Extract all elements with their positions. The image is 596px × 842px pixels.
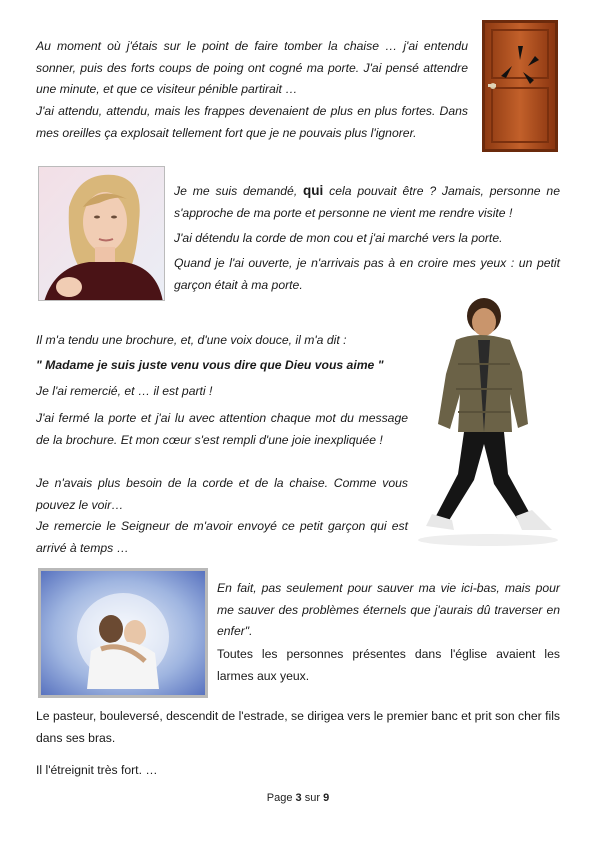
door-illustration [482,20,558,152]
paragraph-thank-lord: Je remercie le Seigneur de m'avoir envoyé ce petit garçon qui est arrivé à temps … [36,519,408,555]
paragraph-door-open: Quand je l'ai ouverte, je n'arrivais pas à en croire mes yeux : un petit garçon était à ma porte. [174,256,560,292]
paragraph-knocking: Au moment où j'étais sur le point de faire tomber la chaise … j'ai entendu sonner, puis des forts coups de poing ont cogné ma porte. J'ai pensé attendre une minute, et que ce visiteur pénible partirait … [36,39,468,96]
paragraph-brochure: Il m'a tendu une brochure, et, d'une voix douce, il m'a dit : [36,333,347,347]
paragraph-waiting: J'ai attendu, attendu, mais les frappes devenaient de plus en plus fortes. Dans mes oreilles ça explosait tellement fort que je ne pouvais plus l'ignorer. [36,104,468,140]
paragraph-tears: Toutes les personnes présentes dans l'église avaient les larmes aux yeux. [217,647,560,683]
woman-portrait-image [38,166,165,301]
paragraph-eternal: En fait, pas seulement pour sauver ma vie ici-bas, mais pour me sauver des problèmes éternels que j'aurais dû traverser en enfer". [217,581,560,638]
paragraph-who-emphasis: qui [303,183,324,198]
paragraph-hug: Il l'étreignit très fort. … [36,763,158,777]
footer-prefix: Page [266,792,296,804]
paragraph-rope: J'ai détendu la corde de mon cou et j'ai marché vers la porte. [174,231,503,245]
paragraph-who-after: cela pouvait être ? Jamais, personne ne s'approche de ma porte et personne ne vient me rendre visite ! [174,184,560,220]
embrace-painting-image [38,568,208,698]
footer-total-pages: 9 [323,792,330,804]
paragraph-no-need: Je n'avais plus besoin de la corde et de la chaise. Comme vous pouvez le voir… [36,476,408,512]
boy-image [418,294,566,556]
page-footer [0,792,596,804]
paragraph-thanked: Je l'ai remercié, et … il est parti ! [36,384,213,398]
footer-middle: sur [301,792,324,804]
paragraph-read-message: J'ai fermé la porte et j'ai lu avec attention chaque mot du message de la brochure. Et mon cœur s'est rempli d'une joie inexpliquée ! [36,411,408,447]
paragraph-pastor: Le pasteur, bouleversé, descendit de l'estrade, se dirigea vers le premier banc et prit son cher fils dans ses bras. [36,709,560,745]
paragraph-who-is-it [174,180,560,224]
paragraph-who-before: Je me suis demandé, [174,184,304,198]
footer-current-page: 3 [295,792,302,804]
paragraph-quote: " Madame je suis juste venu vous dire que Dieu vous aime " [36,358,384,372]
